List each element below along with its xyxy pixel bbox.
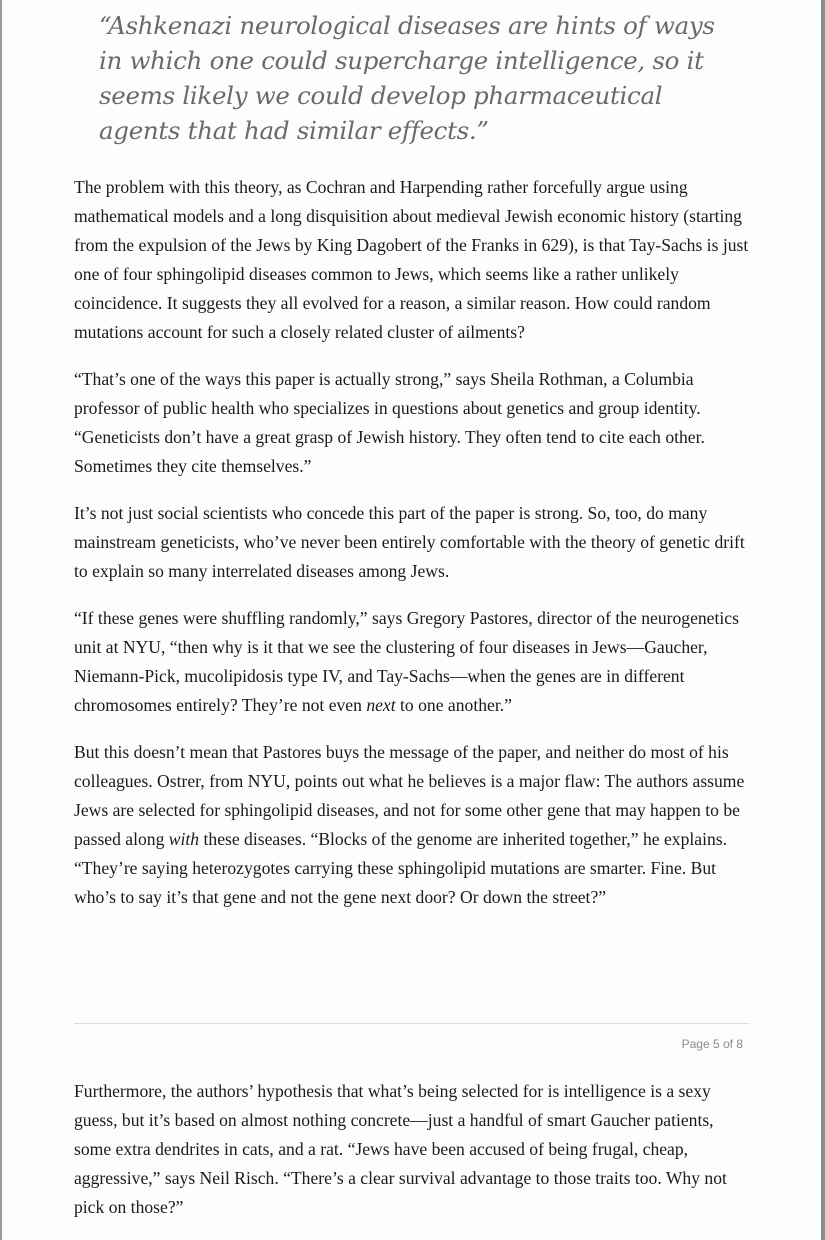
paragraph-text: these diseases. “Blocks of the genome are inherited together,” he explains. “They’re saying heterozygotes carrying these sphingolipid mutations are smarter. Fine. But who’s to say it’s that gene and not the gene next door? Or down the street?” xyxy=(74,829,728,907)
paragraph: It’s not just social scientists who concede this part of the paper is strong. So, too, do many mainstream geneticists, who’ve never been entirely comfortable with the theory of genetic drift to explain so many interrelated diseases among Jews. xyxy=(74,503,745,581)
paragraph: “That’s one of the ways this paper is actually strong,” says Sheila Rothman, a Columbia professor of public health who specializes in questions about genetics and group identity. “Geneticists don’t have a great grasp of Jewish history. They often tend to cite each other. Sometimes they cite themselves.” xyxy=(74,369,705,476)
paragraph: Furthermore, the authors’ hypothesis that what’s being selected for is intelligence is a sexy guess, but it’s based on almost nothing concrete—just a handful of smart Gaucher patients, some extra dendrites in cats, and a rat. “Jews have been accused of being frugal, cheap, aggressive,” says Neil Risch. “There’s a clear survival advantage to those traits too. Why not pick on those?” xyxy=(74,1081,727,1217)
paragraph-text: to one another.” xyxy=(395,695,512,715)
page-number: Page 5 of 8 xyxy=(681,1037,743,1051)
paragraph xyxy=(74,738,754,912)
paragraph-text: But this doesn’t mean that Pastores buys the message of the paper, and neither do most of his colleagues. Ostrer, from NYU, points out what he believes is a major flaw: The authors assume Jews are selected for sphingolipid diseases, and not for some other gene that may happen to be passed along xyxy=(74,742,745,849)
paragraph-text: “If these genes were shuffling randomly,” says Gregory Pastores, director of the neurogenetics unit at NYU, “then why is it that we see the clustering of four diseases in Jews—Gaucher, Niemann-Pick, mucolipidosis type IV, and Tay-Sachs—when the genes are in different chromosomes entirely? They’re not even xyxy=(74,608,739,715)
pull-quote-line: agents that had similar effects.” xyxy=(99,116,489,145)
pull-quote-line: seems likely we could develop pharmaceutical xyxy=(99,81,663,110)
emphasis: next xyxy=(366,695,396,715)
pull-quote-line: “Ashkenazi neurological diseases are hints of ways xyxy=(99,11,715,40)
pull-quote-line: in which one could supercharge intelligence, so it xyxy=(99,46,704,75)
article-body xyxy=(74,173,754,930)
page-divider xyxy=(74,1023,749,1024)
paragraph: The problem with this theory, as Cochran and Harpending rather forcefully argue using mathematical models and a long disquisition about medieval Jewish economic history (starting from the expulsion of the Jews by King Dagobert of the Franks in 629), is that Tay-Sachs is just one of four sphingolipid diseases common to Jews, which seems like a rather unlikely coincidence. It suggests they all evolved for a reason, a similar reason. How could random mutations account for such a closely related cluster of ailments? xyxy=(74,177,749,342)
paragraph xyxy=(74,604,754,720)
pull-quote xyxy=(99,8,739,148)
next-page-body xyxy=(74,1077,754,1240)
emphasis: with xyxy=(168,829,200,849)
